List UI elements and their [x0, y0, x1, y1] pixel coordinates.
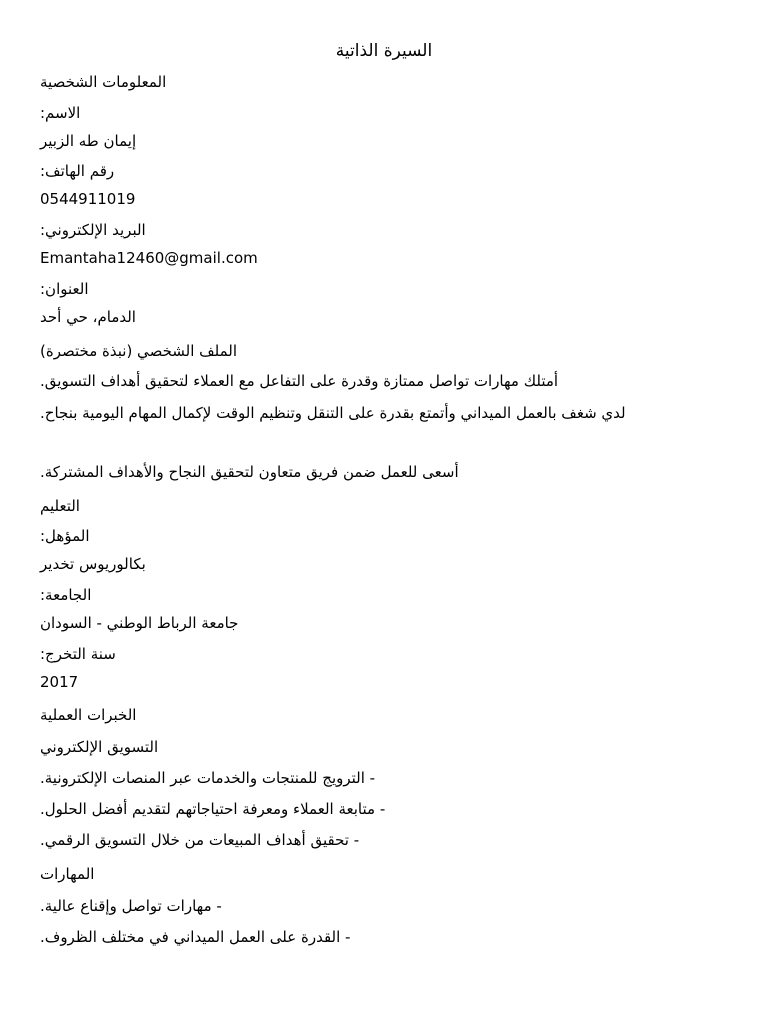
degree-value: بكالوريوس تخدير	[40, 555, 146, 573]
experience-item: - متابعة العملاء ومعرفة احتياجاتهم لتقديم أفضل الحلول.	[40, 800, 386, 818]
address-label: العنوان:	[40, 280, 89, 298]
experience-item: - تحقيق أهداف المبيعات من خلال التسويق الرقمي.	[40, 831, 360, 849]
skill-item: - القدرة على العمل الميداني في مختلف الظروف.	[40, 928, 351, 946]
phone-label: رقم الهاتف:	[40, 162, 115, 180]
address-value: الدمام، حي أحد	[40, 308, 136, 326]
skills-heading: المهارات	[40, 865, 95, 883]
profile-line: أسعى للعمل ضمن فريق متعاون لتحقيق النجاح والأهداف المشتركة.	[40, 463, 459, 481]
name-value: إيمان طه الزبير	[40, 132, 137, 150]
profile-line: لدي شغف بالعمل الميداني وأتمتع بقدرة على التنقل وتنظيم الوقت لإكمال المهام اليومية بنجاح.	[40, 404, 626, 422]
page-title: السيرة الذاتية	[335, 41, 433, 61]
skill-item: - مهارات تواصل وإقناع عالية.	[40, 897, 222, 915]
university-label: الجامعة:	[40, 586, 92, 604]
profile-heading: الملف الشخصي (نبذة مختصرة)	[40, 342, 238, 360]
degree-label: المؤهل:	[40, 527, 90, 545]
experience-heading: الخبرات العملية	[40, 706, 137, 724]
experience-role: التسويق الإلكتروني	[40, 738, 159, 756]
university-value: جامعة الرباط الوطني - السودان	[40, 614, 239, 632]
personal-info-heading: المعلومات الشخصية	[40, 73, 167, 91]
email-label: البريد الإلكتروني:	[40, 221, 146, 239]
phone-value: 0544911019	[40, 190, 136, 208]
profile-line: أمتلك مهارات تواصل ممتازة وقدرة على التفاعل مع العملاء لتحقيق أهداف التسويق.	[40, 372, 559, 390]
email-value: Emantaha12460@gmail.com	[40, 249, 258, 267]
graduation-year-value: 2017	[40, 673, 79, 691]
experience-item: - الترويج للمنتجات والخدمات عبر المنصات الإلكترونية.	[40, 769, 376, 787]
education-heading: التعليم	[40, 497, 80, 515]
graduation-year-label: سنة التخرج:	[40, 645, 116, 663]
name-label: الاسم:	[40, 104, 81, 122]
